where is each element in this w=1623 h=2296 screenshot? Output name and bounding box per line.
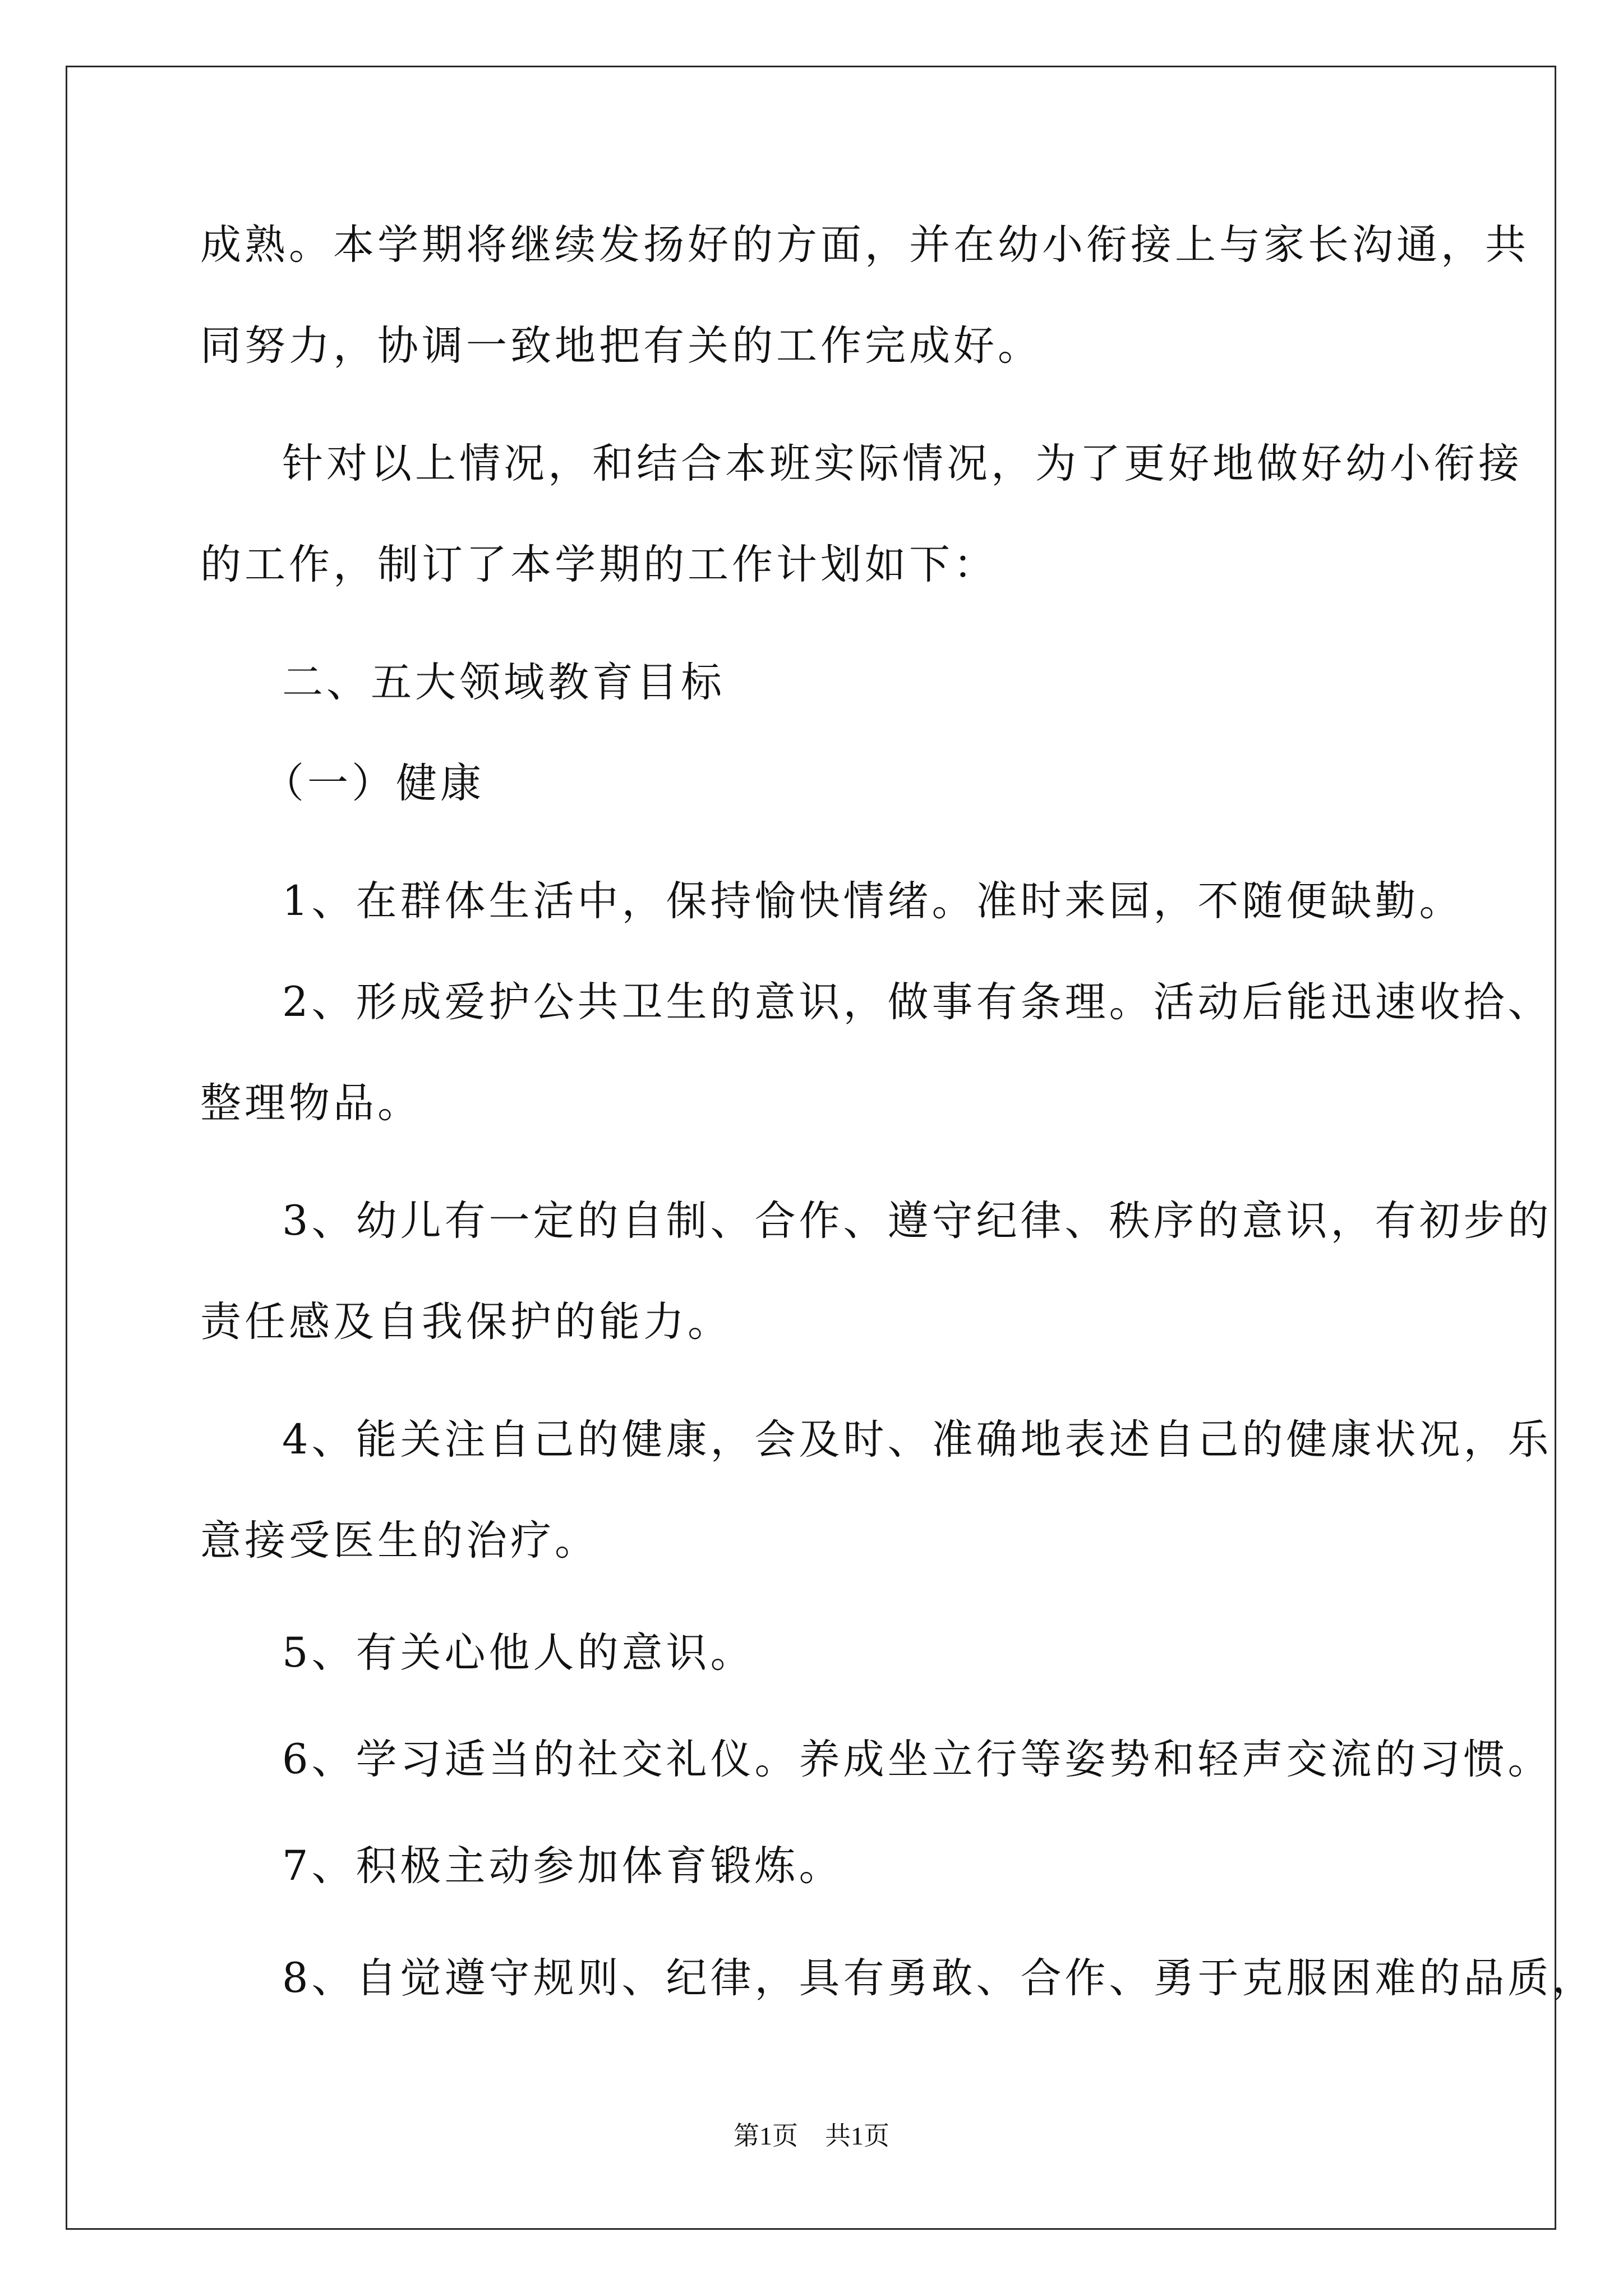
paragraph-line: 同努力，协调一致地把有关的工作完成好。: [200, 322, 1042, 370]
list-item-continuation: 责任感及自我保护的能力。: [200, 1298, 732, 1346]
list-item: 8、自觉遵守规则、纪律，具有勇敢、合作、勇于克服困难的品质，: [282, 1954, 1597, 2002]
list-item: 5、有关心他人的意识。: [282, 1629, 755, 1677]
list-item: 2、形成爱护公共卫生的意识，做事有条理。活动后能迅速收拾、: [282, 978, 1552, 1026]
page-number: 第1页: [734, 2122, 798, 2150]
page-footer: [0, 2120, 1623, 2152]
list-item: 6、学习适当的社交礼仪。养成坐立行等姿势和轻声交流的习惯。: [282, 1736, 1552, 1783]
list-item: 7、积极主动参加体育锻炼。: [282, 1842, 843, 1890]
section-heading: 二、五大领域教育目标: [282, 659, 725, 706]
page-total: 共1页: [825, 2122, 889, 2150]
list-item: 4、能关注自己的健康，会及时、准确地表述自己的健康状况，乐: [282, 1416, 1552, 1464]
paragraph-line: 针对以上情况，和结合本班实际情况，为了更好地做好幼小衔接: [282, 440, 1523, 487]
list-item-continuation: 意接受医生的治疗。: [200, 1517, 599, 1565]
list-item: 1、在群体生活中，保持愉快情绪。准时来园，不随便缺勤。: [282, 877, 1464, 925]
list-item-continuation: 整理物品。: [200, 1079, 422, 1127]
paragraph-line: 的工作，制订了本学期的工作计划如下：: [200, 541, 998, 588]
list-item: 3、幼儿有一定的自制、合作、遵守纪律、秩序的意识，有初步的: [282, 1197, 1552, 1245]
subsection-heading: （一）健康: [263, 760, 485, 807]
page-border: [66, 66, 1556, 2230]
paragraph-line: 成熟。本学期将继续发扬好的方面，并在幼小衔接上与家长沟通，共: [200, 221, 1529, 269]
